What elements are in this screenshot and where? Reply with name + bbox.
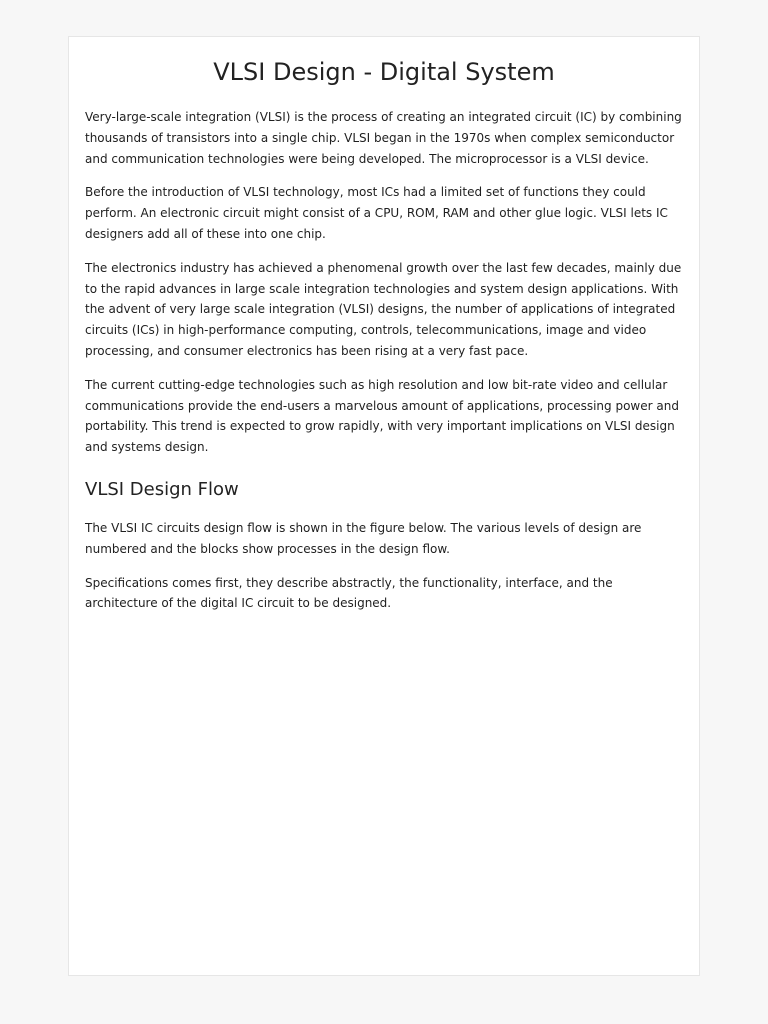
paragraph: Specifications comes first, they describe abstractly, the functionality, interface, and the architecture of the digital IC circuit to be designed. [85, 575, 613, 611]
paragraph: Very-large-scale integration (VLSI) is the process of creating an integrated circuit (IC) by combining thousands of transistors into a single chip. VLSI began in the 1970s when complex semiconductor and communication technologies were being developed. The microprocessor is a VLSI device. [85, 110, 682, 166]
paragraph: The electronics industry has achieved a phenomenal growth over the last few decades, mainly due to the rapid advances in large scale integration technologies and system design applications. With the advent of very large scale integration (VLSI) designs, the number of applications of integrated circuits (ICs) in high-performance computing, controls, telecommunications, image and video processing, and consumer electronics has been rising at a very fast pace. [85, 260, 682, 358]
paragraph: The current cutting-edge technologies such as high resolution and low bit-rate video and cellular communications provide the end-users a marvelous amount of applications, processing power and portability. This trend is expected to grow rapidly, with very important implications on VLSI design and systems design. [85, 377, 679, 455]
document-body [85, 107, 685, 627]
paragraph: The VLSI IC circuits design flow is shown in the figure below. The various levels of design are numbered and the blocks show processes in the design flow. [85, 520, 642, 556]
paragraph: Before the introduction of VLSI technology, most ICs had a limited set of functions they could perform. An electronic circuit might consist of a CPU, ROM, RAM and other glue logic. VLSI lets IC designers add all of these into one chip. [85, 185, 668, 241]
section-heading: VLSI Design Flow [85, 478, 239, 500]
document-page [68, 36, 700, 976]
page-title: VLSI Design - Digital System [213, 58, 555, 86]
